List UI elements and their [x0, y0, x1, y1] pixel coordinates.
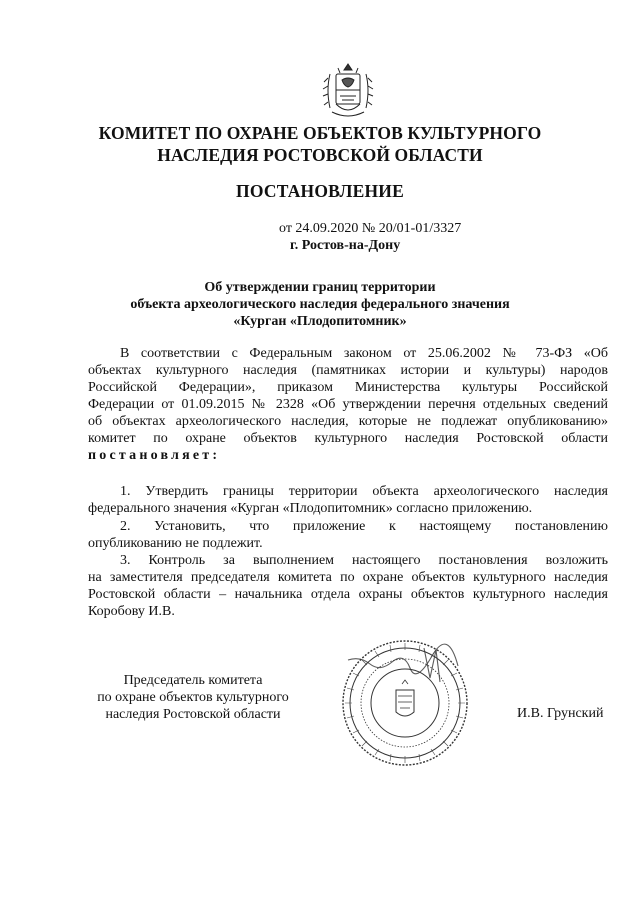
signer-name: И.В. Грунский [517, 706, 604, 721]
intro-line: об объектах археологического наследия, которые не подлежат опубликованию» [88, 414, 608, 429]
item-3-line: 3. Контроль за выполнением настоящего постановления возложить [120, 553, 608, 568]
item-1-line: федерального значения «Курган «Плодопитомник» согласно приложению. [88, 501, 533, 516]
signer-title-line-2: по охране объектов культурного [97, 690, 289, 705]
item-3-line: Ростовской области – начальника отдела охраны объектов культурного наследия [88, 587, 608, 602]
intro-line: комитет по охране объектов культурного наследия Ростовской области [88, 431, 608, 446]
intro-line: В соответствии с Федеральным законом от 25.06.2002 № 73-ФЗ «Об [120, 346, 608, 361]
organization-name-line-1: КОМИТЕТ ПО ОХРАНЕ ОБЪЕКТОВ КУЛЬТУРНОГО [98, 123, 542, 143]
document-type: ПОСТАНОВЛЕНИЕ [236, 181, 404, 201]
subject-line-1: Об утверждении границ территории [204, 280, 436, 295]
item-1-paragraph [88, 483, 608, 517]
decree-word: постановляет: [88, 448, 221, 463]
item-3-line: Коробову И.В. [88, 604, 175, 619]
signer-title-line-1: Председатель комитета [123, 673, 263, 688]
intro-paragraph [88, 345, 608, 464]
item-2-paragraph [88, 518, 608, 552]
item-2-line: 2. Установить, что приложение к настоящему постановлению [120, 519, 608, 534]
subject-line-2: объекта археологического наследия федерального значения [130, 297, 510, 312]
coat-of-arms-emblem [316, 60, 380, 124]
organization-name-line-2: НАСЛЕДИЯ РОСТОВСКОЙ ОБЛАСТИ [157, 145, 483, 165]
document-date-number: от 24.09.2020 № 20/01-01/3327 [279, 221, 462, 236]
item-1-line: 1. Утвердить границы территории объекта археологического наследия [120, 484, 608, 499]
document-city: г. Ростов-на-Дону [290, 238, 401, 253]
item-3-paragraph [88, 552, 608, 620]
intro-line: Российской Федерации», приказом Министерства культуры Российской [88, 380, 608, 395]
decree-word-line [88, 447, 608, 464]
subject-line-3: «Курган «Плодопитомник» [233, 314, 407, 329]
signer-title-line-3: наследия Ростовской области [105, 707, 281, 722]
official-seal-stamp [340, 638, 470, 768]
intro-line: Федерации от 01.09.2015 № 2328 «Об утверждении перечня отдельных сведений [88, 397, 608, 412]
item-3-line: на заместителя председателя комитета по охране объектов культурного наследия [88, 570, 608, 585]
intro-line: объектах культурного наследия (памятниках истории и культуры) народов [88, 363, 608, 378]
item-2-line: опубликованию не подлежит. [88, 536, 263, 551]
